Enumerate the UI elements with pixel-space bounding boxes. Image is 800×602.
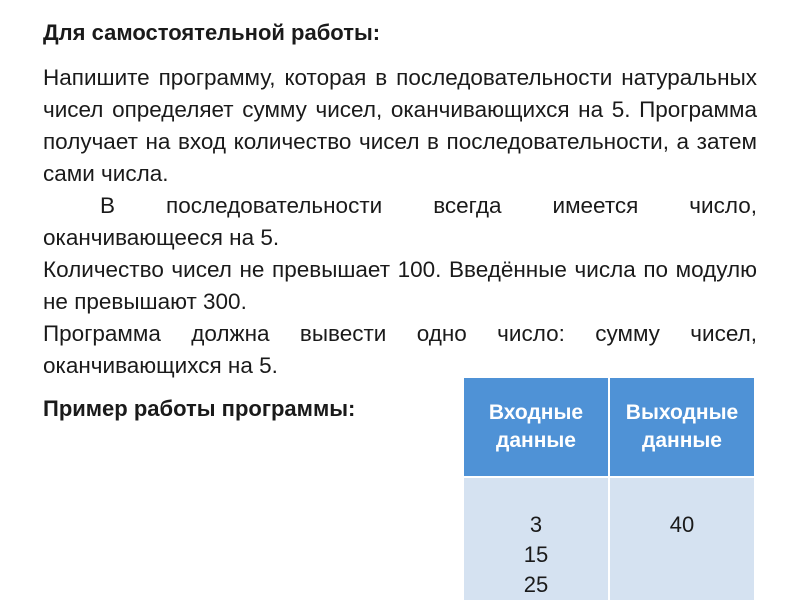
input-cell (463, 477, 609, 601)
output-header-line: данные (642, 429, 722, 452)
table-row (463, 477, 755, 601)
input-value: 3 (529, 512, 543, 537)
input-header (463, 377, 609, 477)
example-label: Пример работы программы: (43, 396, 356, 421)
task-paragraph-4: Программа должна вывести одно число: сумму чисел, оканчивающихся на 5. (43, 321, 757, 378)
task-paragraph-2: В последовательности всегда имеется число, оканчивающееся на 5. (43, 193, 757, 250)
output-cell (609, 477, 755, 601)
input-value: 25 (523, 572, 549, 597)
output-header-line: Выходные (625, 401, 739, 424)
output-value: 40 (669, 512, 695, 537)
input-header-line: Входные (488, 401, 584, 424)
output-header (609, 377, 755, 477)
example-io-table (462, 376, 756, 602)
task-paragraph-1: Напишите программу, которая в последовательности натуральных чисел определяет сумму чисел, оканчивающихся на 5. Программа получает на вход количество чисел в последовательности, а затем сами числа. (43, 65, 757, 186)
task-paragraph-3: Количество чисел не превышает 100. Введённые числа по модулю не превышают 300. (43, 257, 757, 314)
slide-heading: Для самостоятельной работы: (43, 20, 381, 45)
input-header-line: данные (496, 429, 576, 452)
table-header-row (463, 377, 755, 477)
input-value: 15 (523, 542, 549, 567)
